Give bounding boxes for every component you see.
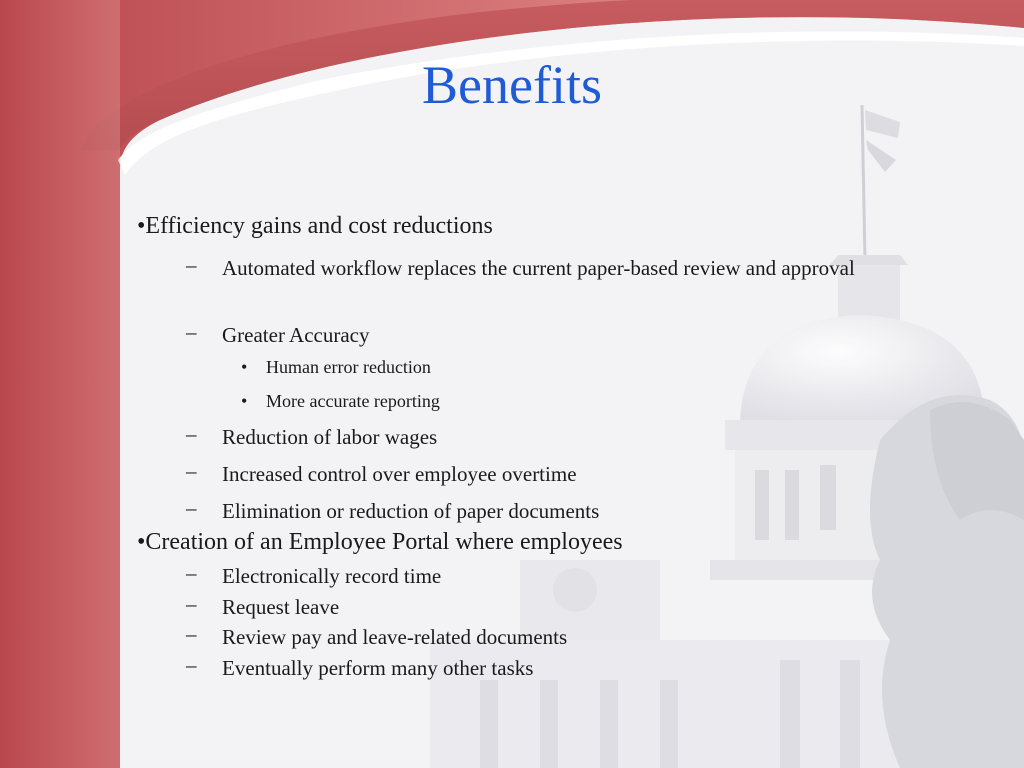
dash-marker: – — [186, 253, 197, 277]
bullet-level2 — [186, 561, 912, 591]
bullet-text: Efficiency gains and cost reductions — [145, 213, 493, 239]
bullet-text: Eventually perform many other tasks — [222, 656, 534, 680]
dash-marker: – — [186, 320, 197, 344]
bullet-marker: • — [137, 213, 146, 239]
bullet-text: Greater Accuracy — [222, 323, 370, 347]
bullet-level2 — [186, 496, 912, 526]
bullet-level2 — [186, 459, 912, 489]
dash-marker: – — [186, 592, 197, 616]
dash-marker: – — [186, 653, 197, 677]
bullet-level2 — [186, 622, 912, 652]
bullet-text: Review pay and leave-related documents — [222, 625, 568, 649]
bullet-level2 — [186, 653, 912, 683]
bullet-level1 — [137, 529, 623, 556]
bullet-level1 — [137, 213, 493, 240]
bullet-text: Electronically record time — [222, 564, 442, 588]
bullet-level2 — [186, 320, 912, 350]
bullet-level2 — [186, 592, 912, 622]
slide-title: Benefits — [422, 55, 602, 115]
dash-marker: – — [186, 622, 197, 646]
bullet-text: Reduction of labor wages — [222, 425, 438, 449]
dash-marker: – — [186, 459, 197, 483]
bullet-text: Automated workflow replaces the current paper-based review and approval — [222, 256, 855, 280]
bullet-level3 — [241, 391, 440, 412]
dot-marker: • — [241, 391, 248, 411]
bullet-text: More accurate reporting — [266, 391, 440, 411]
bullet-level3 — [241, 357, 431, 378]
bullet-text: Creation of an Employee Portal where employees — [145, 529, 623, 555]
bullet-text: Human error reduction — [266, 357, 431, 377]
dash-marker: – — [186, 561, 197, 585]
bullet-level2 — [186, 422, 912, 452]
dot-marker: • — [241, 357, 248, 377]
bullet-text: Increased control over employee overtime — [222, 462, 577, 486]
bullet-text: Elimination or reduction of paper documents — [222, 499, 600, 523]
dash-marker: – — [186, 422, 197, 446]
bullet-text: Request leave — [222, 595, 340, 619]
dash-marker: – — [186, 496, 197, 520]
bullet-marker: • — [137, 529, 146, 555]
bullet-level2 — [186, 253, 912, 283]
